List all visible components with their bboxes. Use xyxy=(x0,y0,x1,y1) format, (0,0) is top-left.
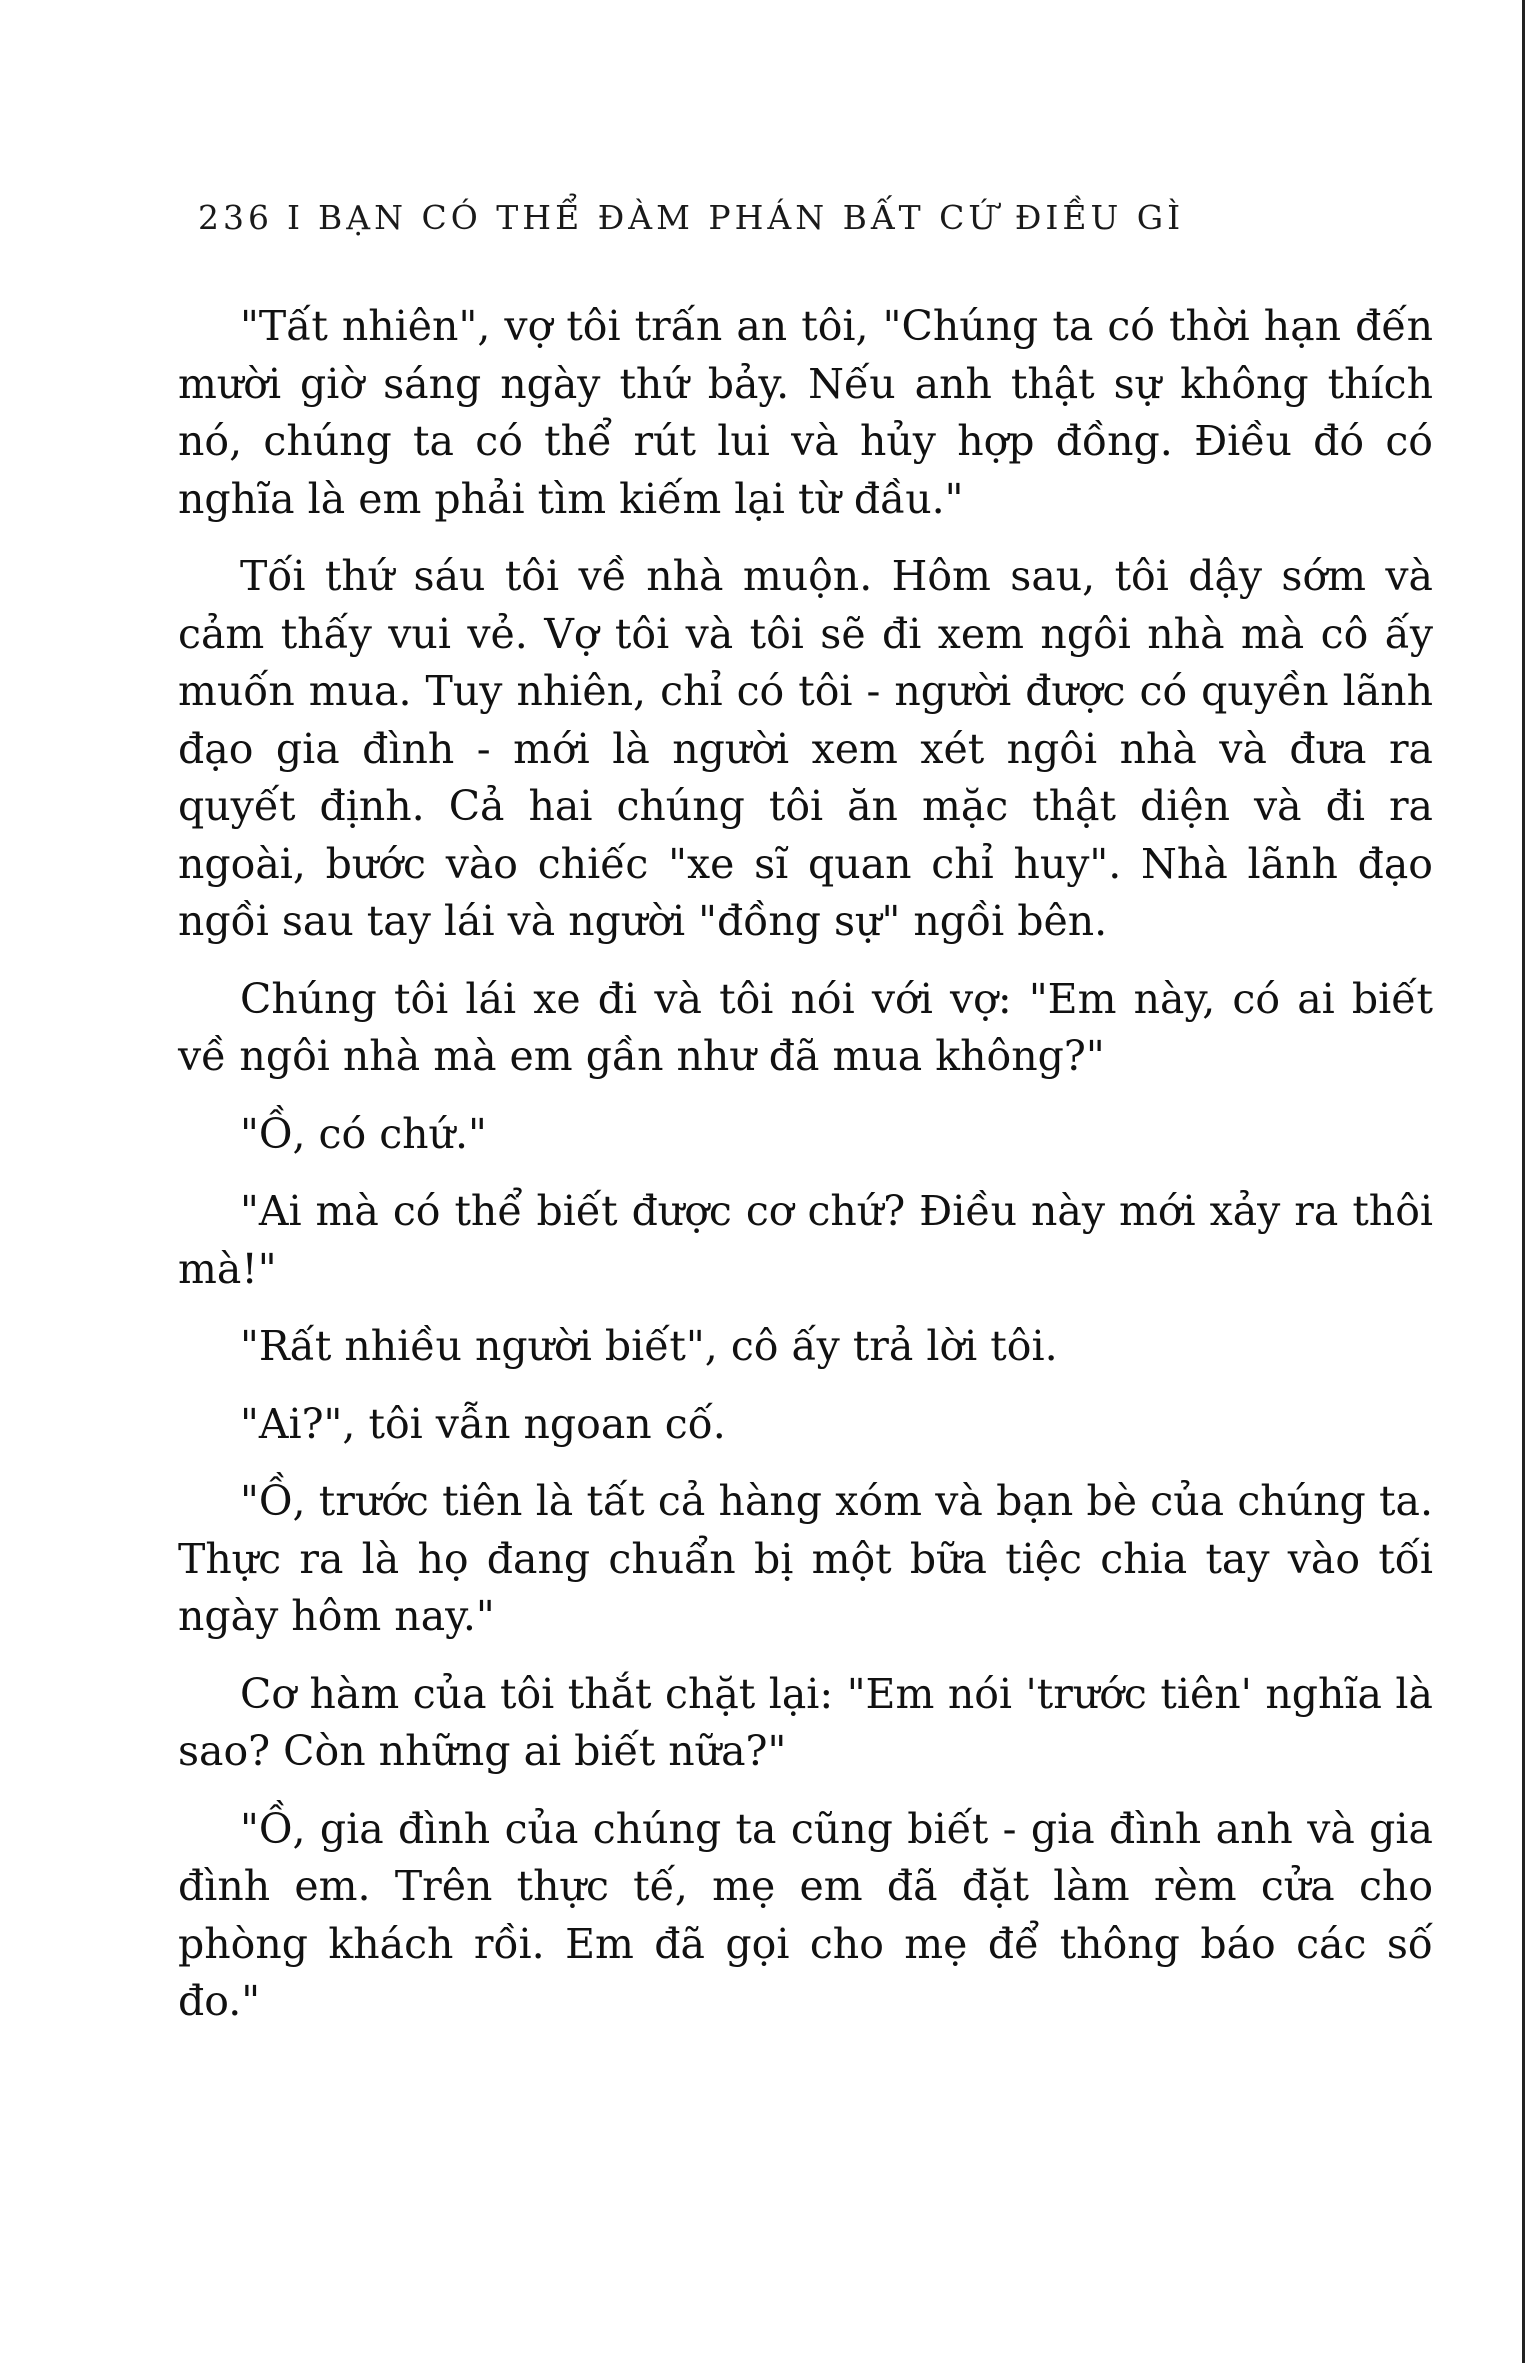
body-text xyxy=(178,298,1433,2051)
paragraph: "Tất nhiên", vợ tôi trấn an tôi, "Chúng ta có thời hạn đến mười giờ sáng ngày thứ bảy. Nếu anh thật sự không thích nó, chúng ta có thể rút lui và hủy hợp đồng. Điều đó có nghĩa là em phải tìm kiếm lại từ đầu." xyxy=(178,302,1433,523)
paragraph: Cơ hàm của tôi thắt chặt lại: "Em nói 'trước tiên' nghĩa là sao? Còn những ai biết nữa?" xyxy=(178,1669,1433,1775)
paragraph: Tối thứ sáu tôi về nhà muộn. Hôm sau, tôi dậy sớm và cảm thấy vui vẻ. Vợ tôi và tôi sẽ đi xem ngôi nhà mà cô ấy muốn mua. Tuy nhiên, chỉ có tôi - người được có quyền lãnh đạo gia đình - mới là người xem xét ngôi nhà và đưa ra quyết định. Cả hai chúng tôi ăn mặc thật diện và đi ra ngoài, bước vào chiếc "xe sĩ quan chỉ huy". Nhà lãnh đạo ngồi sau tay lái và người "đồng sự" ngồi bên. xyxy=(178,552,1433,945)
paragraph: "Ai?", tôi vẫn ngoan cố. xyxy=(240,1399,726,1448)
paragraph: "Ồ, có chứ." xyxy=(240,1109,487,1158)
paragraph: "Ai mà có thể biết được cơ chứ? Điều này mới xảy ra thôi mà!" xyxy=(178,1187,1433,1293)
header-separator: I xyxy=(287,198,305,237)
paragraph: "Rất nhiều người biết", cô ấy trả lời tôi. xyxy=(240,1322,1058,1370)
paragraph: Chúng tôi lái xe đi và tôi nói với vợ: "Em này, có ai biết về ngôi nhà mà em gần như đã mua không?" xyxy=(178,974,1433,1080)
page-number: 236 xyxy=(198,198,273,237)
book-title: BẠN CÓ THỂ ĐÀM PHÁN BẤT CỨ ĐIỀU GÌ xyxy=(318,198,1185,237)
page-edge-rule xyxy=(1522,0,1525,2363)
running-header xyxy=(198,198,1398,237)
paragraph: "Ồ, trước tiên là tất cả hàng xóm và bạn bè của chúng ta. Thực ra là họ đang chuẩn bị một bữa tiệc chia tay vào tối ngày hôm nay." xyxy=(178,1477,1433,1640)
paragraph: "Ồ, gia đình của chúng ta cũng biết - gia đình anh và gia đình em. Trên thực tế, mẹ em đã đặt làm rèm cửa cho phòng khách rồi. Em đã gọi cho mẹ để thông báo các số đo." xyxy=(178,1804,1433,2025)
